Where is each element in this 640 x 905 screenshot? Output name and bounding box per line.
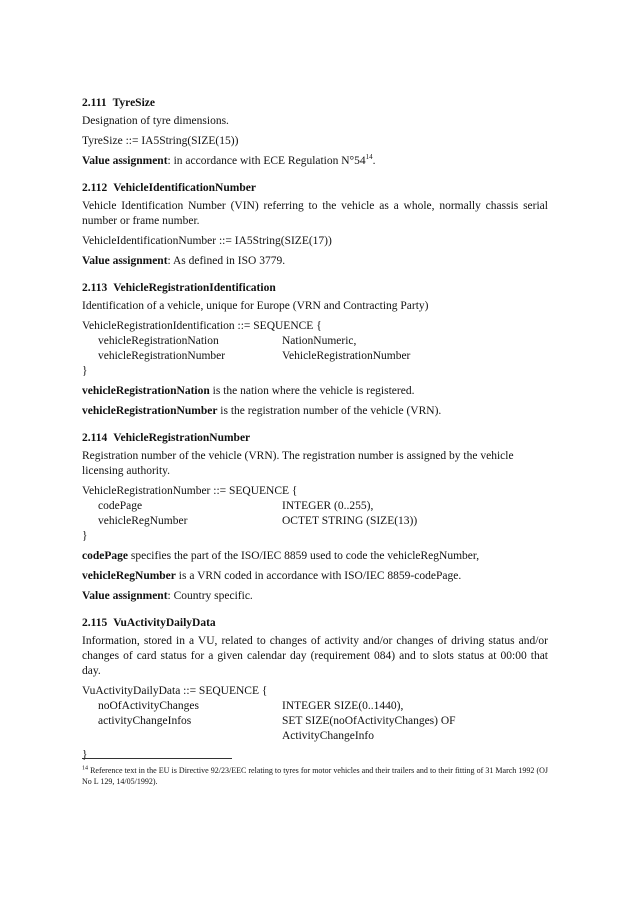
field-term: vehicleRegistrationNumber bbox=[82, 405, 218, 417]
section-heading bbox=[82, 616, 548, 631]
value-assignment-text: : in accordance with ECE Regulation N°54 bbox=[167, 155, 366, 167]
asn1-definition: VehicleIdentificationNumber ::= IA5String(SIZE(17)) bbox=[82, 235, 332, 247]
section-2-112 bbox=[82, 181, 548, 269]
asn1-definition: TyreSize ::= IA5String(SIZE(15)) bbox=[82, 135, 239, 147]
section-heading bbox=[82, 431, 548, 446]
value-assignment-text: : As defined in ISO 3779. bbox=[167, 255, 286, 267]
value-assignment-end: . bbox=[372, 155, 376, 167]
field-definition bbox=[82, 384, 548, 399]
value-assignment-label: Value assignment bbox=[82, 155, 168, 167]
asn1-sequence-close: } bbox=[82, 749, 88, 761]
section-number: 2.111 bbox=[82, 97, 107, 109]
field-definition bbox=[82, 404, 548, 419]
value-assignment-label: Value assignment bbox=[82, 590, 168, 602]
field-type: NationNumeric, bbox=[282, 335, 357, 347]
field-type: OCTET STRING (SIZE(13)) bbox=[282, 515, 418, 527]
asn1-sequence-close: } bbox=[82, 365, 88, 377]
field-type: INTEGER (0..255), bbox=[282, 500, 374, 512]
field-type: VehicleRegistrationNumber bbox=[282, 350, 411, 362]
field-term: vehicleRegistrationNation bbox=[82, 385, 210, 397]
field-type: INTEGER SIZE(0..1440), bbox=[282, 700, 404, 712]
value-assignment bbox=[82, 589, 548, 604]
asn1-field-row bbox=[82, 349, 548, 364]
section-description: Designation of tyre dimensions. bbox=[82, 115, 229, 127]
section-name: VuActivityDailyData bbox=[113, 617, 216, 629]
section-heading bbox=[82, 181, 548, 196]
field-name: vehicleRegistrationNation bbox=[98, 335, 219, 347]
footnote-number: 14 bbox=[82, 765, 88, 772]
field-term: codePage bbox=[82, 550, 128, 562]
section-name: VehicleRegistrationIdentification bbox=[113, 282, 276, 294]
footnote-reference[interactable]: 14 bbox=[365, 153, 373, 162]
asn1-field-row bbox=[82, 514, 548, 529]
field-term-text: is the nation where the vehicle is registered. bbox=[209, 385, 415, 397]
field-term-text: is the registration number of the vehicle (VRN). bbox=[217, 405, 442, 417]
field-name: noOfActivityChanges bbox=[98, 700, 199, 712]
asn1-sequence-close: } bbox=[82, 530, 88, 542]
section-2-114 bbox=[82, 431, 548, 604]
asn1-field-row bbox=[82, 499, 548, 514]
asn1-field-row bbox=[82, 714, 548, 744]
asn1-field-row bbox=[82, 699, 548, 714]
section-name: VehicleIdentificationNumber bbox=[113, 182, 256, 194]
value-assignment bbox=[82, 254, 548, 269]
field-term-text: specifies the part of the ISO/IEC 8859 used to code the vehicleRegNumber, bbox=[127, 550, 480, 562]
section-2-113 bbox=[82, 281, 548, 419]
field-term: vehicleRegNumber bbox=[82, 570, 176, 582]
asn1-sequence-open: VehicleRegistrationNumber ::= SEQUENCE { bbox=[82, 485, 298, 497]
section-description: Registration number of the vehicle (VRN). The registration number is assigned by the vehicle licensing authority. bbox=[82, 450, 514, 477]
section-name: TyreSize bbox=[112, 97, 155, 109]
section-heading bbox=[82, 96, 548, 111]
value-assignment-text: : Country specific. bbox=[167, 590, 253, 602]
footnote-divider bbox=[82, 758, 232, 759]
asn1-sequence-open: VuActivityDailyData ::= SEQUENCE { bbox=[82, 685, 268, 697]
asn1-field-row bbox=[82, 334, 548, 349]
field-name: vehicleRegNumber bbox=[98, 515, 188, 527]
field-term-text: is a VRN coded in accordance with ISO/IEC 8859-codePage. bbox=[175, 570, 462, 582]
footnote-text: Reference text in the EU is Directive 92/23/EEC relating to tyres for motor vehicles and their trailers and to their fitting of 31 March 1992 (OJ No L 129, 14/05/1992). bbox=[82, 766, 548, 786]
field-name: codePage bbox=[98, 500, 143, 512]
section-name: VehicleRegistrationNumber bbox=[113, 432, 251, 444]
section-heading bbox=[82, 281, 548, 296]
section-2-115 bbox=[82, 616, 548, 763]
field-definition bbox=[82, 569, 548, 584]
section-2-111 bbox=[82, 96, 548, 169]
section-description: Identification of a vehicle, unique for Europe (VRN and Contracting Party) bbox=[82, 300, 429, 312]
field-name: activityChangeInfos bbox=[98, 715, 192, 727]
value-assignment bbox=[82, 154, 548, 169]
document-body bbox=[82, 96, 548, 775]
footnote bbox=[82, 765, 548, 787]
section-number: 2.115 bbox=[82, 617, 108, 629]
field-type: SET SIZE(noOfActivityChanges) OF ActivityChangeInfo bbox=[282, 715, 456, 742]
section-number: 2.112 bbox=[82, 182, 108, 194]
field-name: vehicleRegistrationNumber bbox=[98, 350, 226, 362]
asn1-sequence-open: VehicleRegistrationIdentification ::= SEQUENCE { bbox=[82, 320, 322, 332]
field-definition bbox=[82, 549, 548, 564]
value-assignment-label: Value assignment bbox=[82, 255, 168, 267]
section-number: 2.113 bbox=[82, 282, 108, 294]
section-description: Information, stored in a VU, related to changes of activity and/or changes of driving status and/or changes of card status for a given calendar day (requirement 084) and to slots status at 00:00 that day. bbox=[82, 635, 548, 677]
section-number: 2.114 bbox=[82, 432, 108, 444]
section-description: Vehicle Identification Number (VIN) referring to the vehicle as a whole, normally chassis serial number or frame number. bbox=[82, 200, 548, 227]
